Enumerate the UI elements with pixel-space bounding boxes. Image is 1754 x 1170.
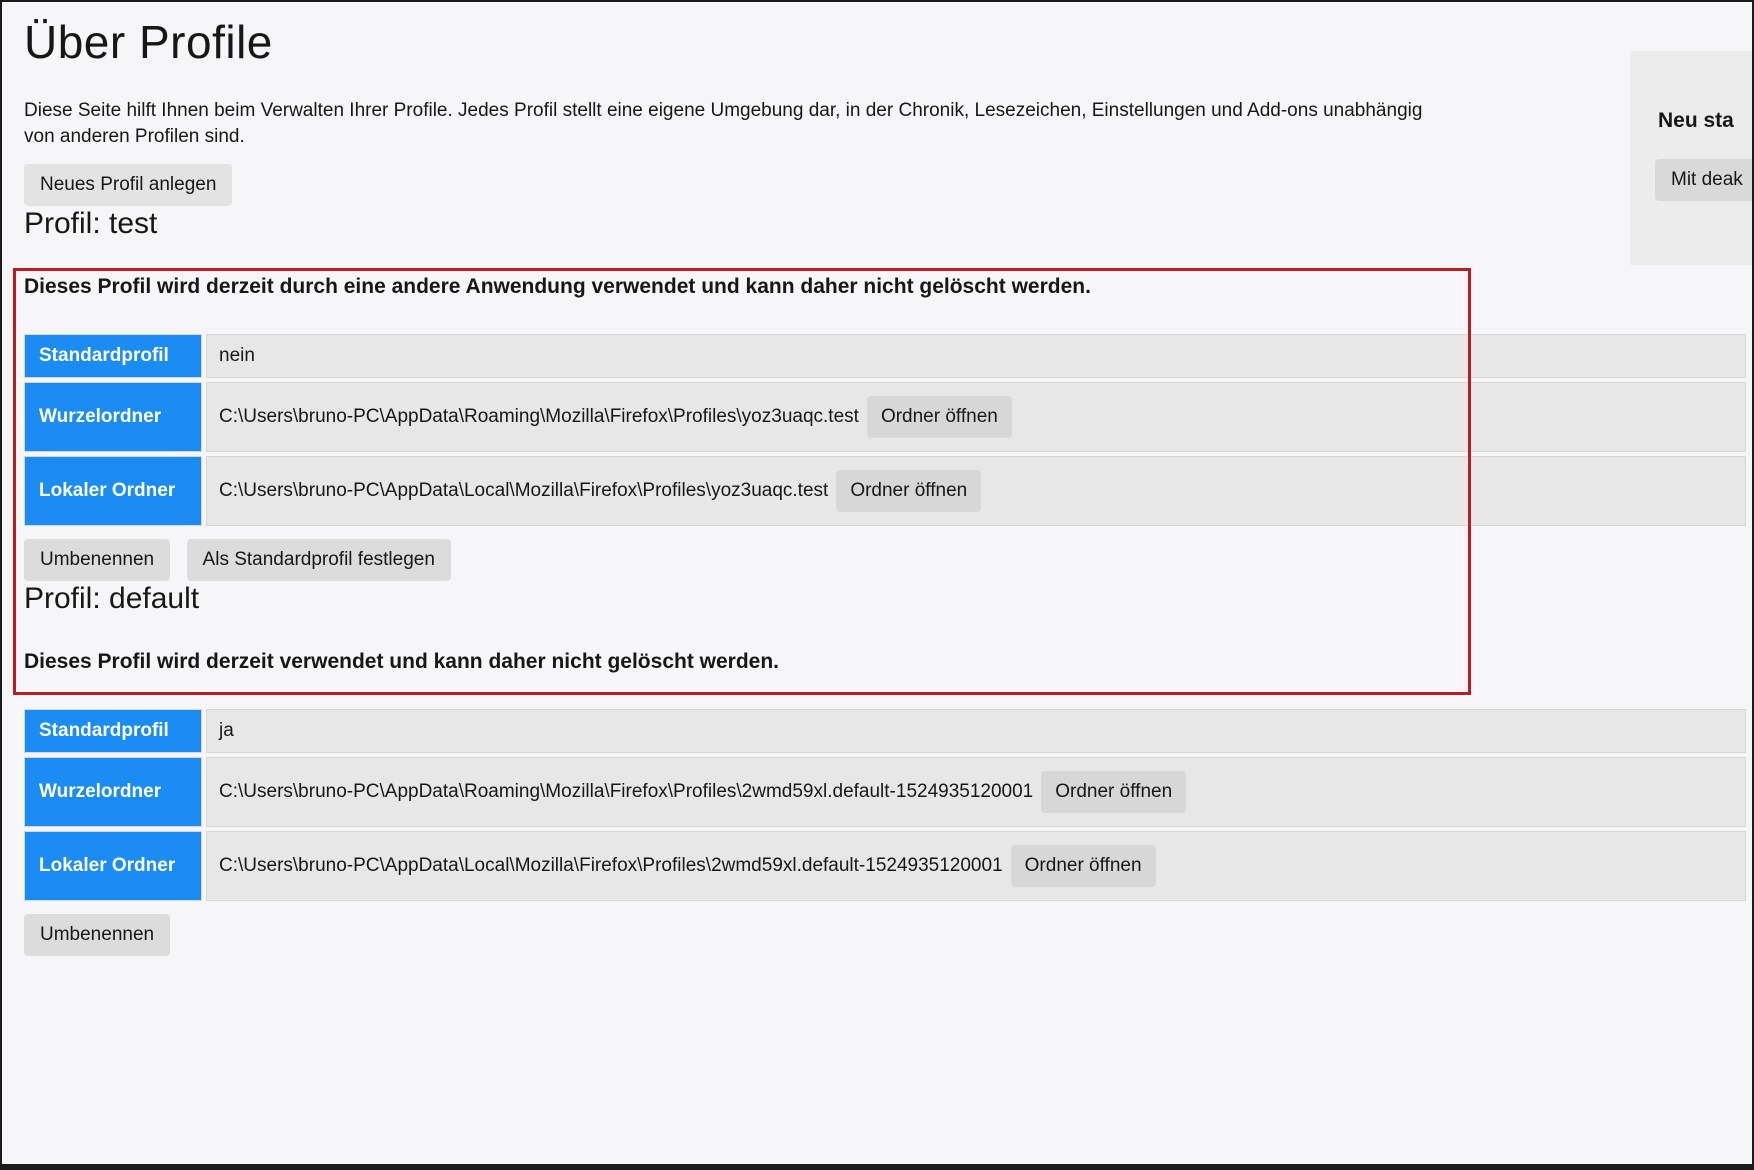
- row-label: Wurzelordner: [24, 382, 202, 452]
- profile-heading: Profil: test: [24, 207, 158, 241]
- row-label: Standardprofil: [24, 709, 202, 753]
- table-row-default-profile: [24, 709, 1746, 753]
- row-value: [206, 456, 1746, 526]
- profile-section-test: [24, 206, 1754, 581]
- table-row-root-directory: [24, 382, 1746, 452]
- profile-actions: [24, 914, 1754, 956]
- folder-path: C:\Users\bruno-PC\AppData\Local\Mozilla\Firefox\Profiles\yoz3uaqc.test: [219, 480, 829, 502]
- table-row-root-directory: [24, 757, 1746, 827]
- page-description: Diese Seite hilft Ihnen beim Verwalten Ihrer Profile. Jedes Profil stellt eine eigene Umgebung dar, in der Chronik, Lesezeichen, Einstellungen und Add-ons unabhängig von anderen Profilen sind.: [24, 99, 1423, 148]
- profile-table: [20, 705, 1750, 905]
- folder-path: C:\Users\bruno-PC\AppData\Roaming\Mozilla\Firefox\Profiles\2wmd59xl.default-1524935120001: [219, 781, 1034, 803]
- rename-button[interactable]: Umbenennen: [24, 914, 170, 956]
- open-folder-button[interactable]: Ordner öffnen: [836, 470, 981, 512]
- create-profile-button[interactable]: Neues Profil anlegen: [24, 164, 232, 206]
- restart-panel: [1630, 51, 1754, 265]
- folder-path: C:\Users\bruno-PC\AppData\Roaming\Mozilla\Firefox\Profiles\yoz3uaqc.test: [219, 406, 859, 428]
- open-folder-button[interactable]: Ordner öffnen: [1041, 771, 1186, 813]
- profile-actions: [24, 539, 1754, 581]
- row-value: [206, 831, 1746, 901]
- table-row-default-profile: [24, 334, 1746, 378]
- open-folder-button[interactable]: Ordner öffnen: [1011, 845, 1156, 887]
- row-label: Standardprofil: [24, 334, 202, 378]
- restart-panel-heading: Neu sta: [1658, 109, 1734, 132]
- table-row-local-directory: [24, 831, 1746, 901]
- row-label: Lokaler Ordner: [24, 456, 202, 526]
- profile-heading: Profil: default: [24, 582, 200, 616]
- row-value: [206, 382, 1746, 452]
- profile-warning: Dieses Profil wird derzeit durch eine andere Anwendung verwendet und kann daher nicht gelöscht werden.: [24, 275, 1091, 299]
- page-title: Über Profile: [24, 16, 273, 68]
- folder-path: C:\Users\bruno-PC\AppData\Local\Mozilla\Firefox\Profiles\2wmd59xl.default-1524935120001: [219, 855, 1003, 877]
- open-folder-button[interactable]: Ordner öffnen: [867, 396, 1012, 438]
- row-value: nein: [206, 334, 1746, 378]
- rename-button[interactable]: Umbenennen: [24, 539, 170, 581]
- restart-addons-disabled-button[interactable]: Mit deak: [1655, 159, 1754, 201]
- set-default-profile-button[interactable]: Als Standardprofil festlegen: [187, 539, 451, 581]
- profile-table: [20, 330, 1750, 530]
- table-row-local-directory: [24, 456, 1746, 526]
- profile-section-default: [24, 581, 1754, 956]
- row-value: [206, 757, 1746, 827]
- profile-warning: Dieses Profil wird derzeit verwendet und kann daher nicht gelöscht werden.: [24, 650, 780, 674]
- row-label: Wurzelordner: [24, 757, 202, 827]
- row-label: Lokaler Ordner: [24, 831, 202, 901]
- row-value: ja: [206, 709, 1746, 753]
